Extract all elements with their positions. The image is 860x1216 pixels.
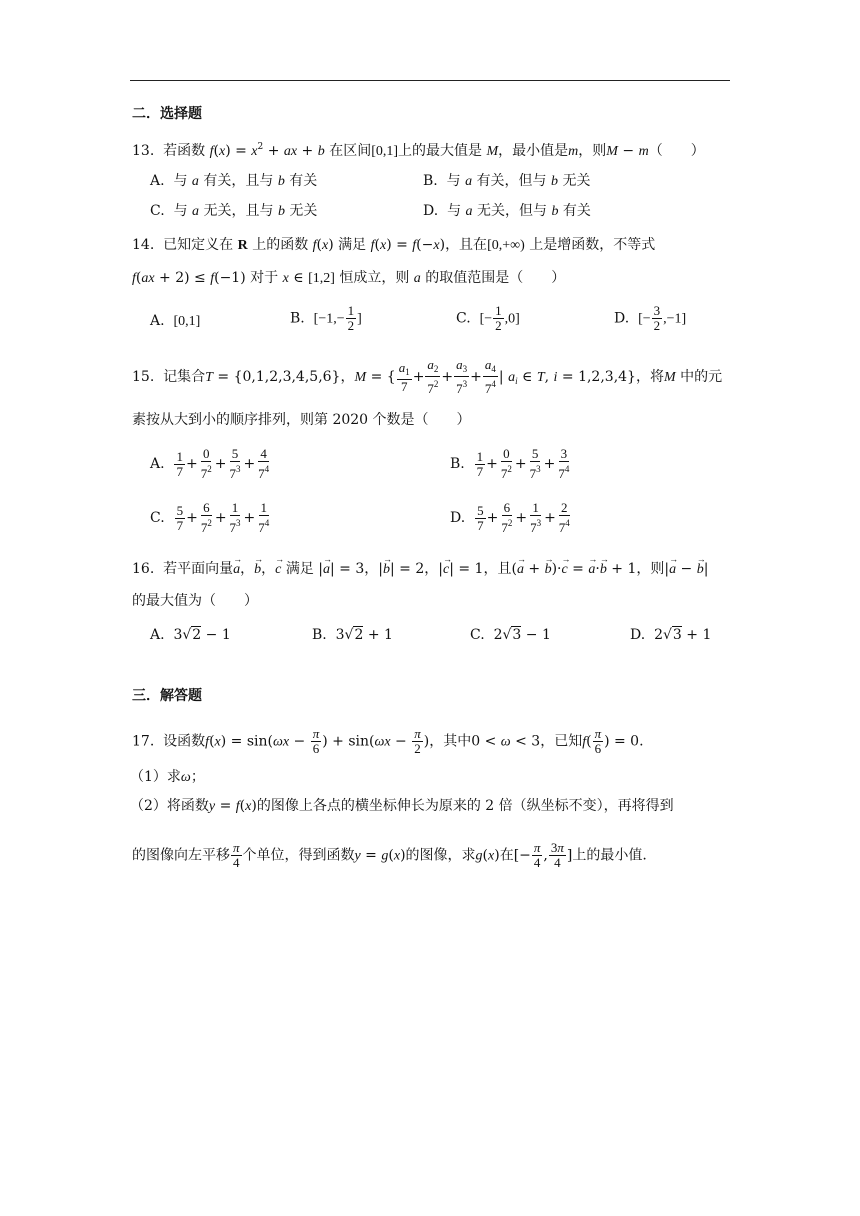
q15-option-a: A. $\frac{1}{7}$ + $\frac{0}{7^2}$ + $\frac{5}{7^3}$ + $\frac{4}{7^4}$ [150,446,270,481]
question-17-part-2: （2）将函数y = f(x)的图像上各点的横坐标伸长为原来的 2 倍（纵坐标不变），再将得到 [130,798,674,814]
q13-number: 13. [132,143,155,159]
q16-option-a: A. 3√2 − 1 [150,627,231,643]
q15-option-d: D. $\frac{5}{7}$ + $\frac{6}{7^2}$ + $\frac{1}{7^3}$ + $\frac{2}{7^4}$ [450,500,570,535]
section-answer-heading: 三．解答题 [132,688,202,704]
q14-option-a: A. [0,1] [150,313,201,329]
q13-option-b: B. 与 a 有关，但与 b 无关 [423,173,591,189]
q13-option-c: C. 与 a 无关，且与 b 无关 [150,203,318,219]
header-rule [130,80,730,81]
q16-number: 16. [132,561,155,577]
question-16-line-2: 的最大值为（ ） [132,593,258,609]
question-15-line-2: 素按从大到小的顺序排列，则第 2020 个数是（ ） [132,412,471,428]
question-17-line-1: 17. 设函数f(x) = sin(ωx − $\frac{\pi}{6}$ ) + sin(ωx − $\frac{\pi}{2}$ )，其中0 < ω < 3，已知f( $\frac{\pi}{6}$ ) = 0. [132,726,644,756]
q14-option-d: D. [− $\frac{3}{2}$ ,−1] [614,303,687,333]
q17-number: 17. [132,733,155,750]
q14-number: 14. [132,237,155,253]
question-13: 13. 若函数 $f(x) = x^2$ + ax + b 在区间[0,1]上的最大值是 M，最小值是m，则M − m（ ） [132,142,705,159]
question-15-line-1: 15. 记集合T = {0,1,2,3,4,5,6}，M = { $\frac{a_1}{7}$ + $\frac{a_2}{7^2}$ + $\frac{a_3}{7^3}$ + $\frac{a_4}{7^4}$ | $a_i$ ∈ T, i = 1,2,3,4}，将M 中的元 [132,357,723,396]
q13-option-a: A. 与 a 有关，且与 b 有关 [150,173,318,189]
question-17-part-1: （1）求ω； [130,769,205,785]
q15-number: 15. [132,369,155,385]
question-14-line-2: f(ax + 2) ≤ f(−1) 对于 x ∈ [1,2] 恒成立，则 a 的取值范围是（ ） [132,270,566,286]
q15-option-c: C. $\frac{5}{7}$ + $\frac{6}{7^2}$ + $\frac{1}{7^3}$ + $\frac{1}{7^4}$ [150,500,270,535]
section-choice-heading: 二．选择题 [132,106,202,122]
question-14-line-1: 14. 已知定义在 R 上的函数 f(x) 满足 f(x) = f(−x)，且在[0,+∞) 上是增函数，不等式 [132,237,656,253]
q14-option-b: B. [−1,− $\frac{1}{2}$ ] [290,303,362,333]
q15-option-b: B. $\frac{1}{7}$ + $\frac{0}{7^2}$ + $\frac{5}{7^3}$ + $\frac{3}{7^4}$ [450,446,570,481]
q16-option-c: C. 2√3 − 1 [470,627,551,643]
q13-option-d: D. 与 a 无关，但与 b 有关 [423,203,591,219]
q16-option-b: B. 3√2 + 1 [312,627,393,643]
question-16-line-1: 16. 若平面向量→ a，→ b，→ c 满足 |→ a| = 3，|→ b| = 2，|→ c| = 1，且(→ a + → b)·→ c = → a·→ b + 1，则|→ a − → b| [132,559,708,580]
q14-option-c: C. [− $\frac{1}{2}$ ,0] [456,303,520,333]
question-17-part-2-cont: 的图像向左平移 $\frac{\pi}{4}$ 个单位，得到函数y = g(x)的图像，求g(x)在[− $\frac{\pi}{4}$ , $\frac{3\pi}{4}$ ]上的最小值. [132,840,647,870]
q16-option-d: D. 2√3 + 1 [630,627,712,643]
